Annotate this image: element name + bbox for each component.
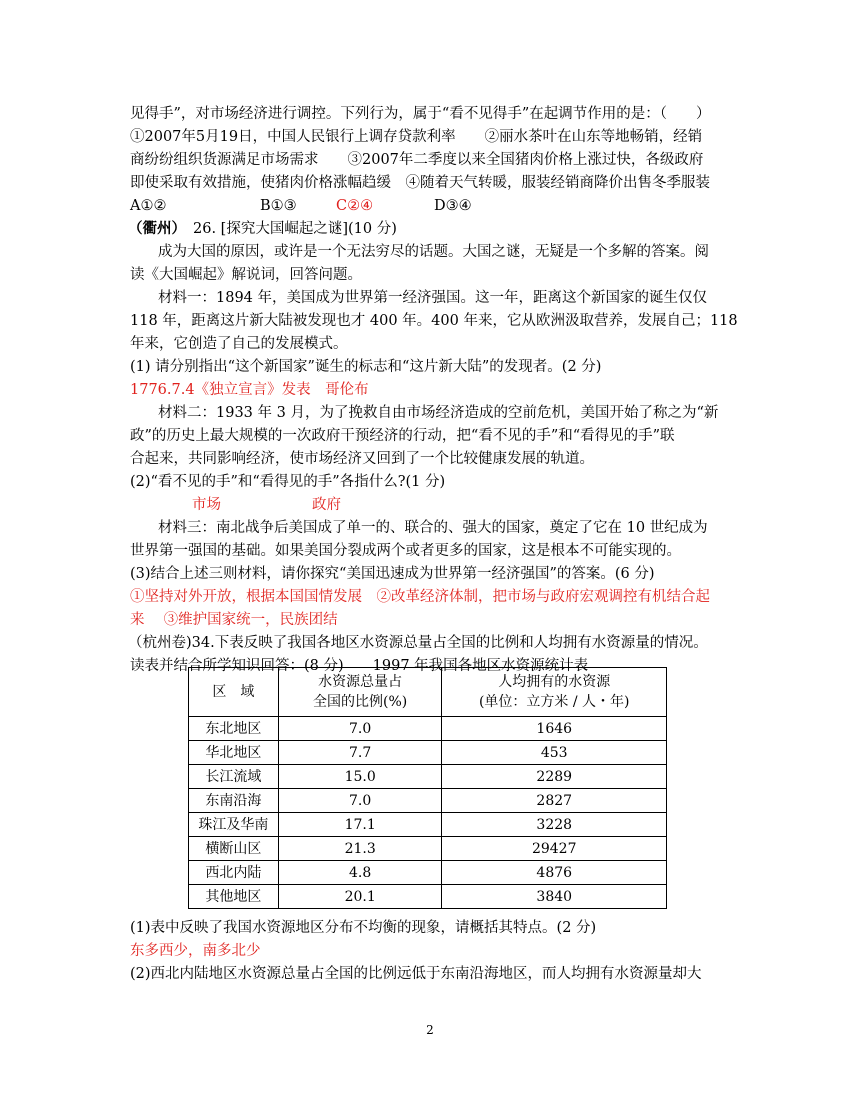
sub-question-3: (3)结合上述三则材料，请你探究“美国迅速成为世界第一经济强国”的答案。(6 分) [130, 566, 655, 582]
table-row [189, 765, 667, 789]
text-line: 年来，它创造了自己的发展模式。 [130, 336, 348, 352]
sub-question-1: (1) 请分别指出“这个新国家”诞生的标志和“这片新大陆”的发现者。(2 分) [130, 359, 602, 375]
table-row [189, 885, 667, 909]
table-cell: 2827 [442, 789, 667, 813]
table-cell: 其他地区 [189, 885, 279, 909]
header-per-capita: 人均拥有的水资源 (单位：立方米 / 人・年) [442, 668, 667, 717]
table-cell: 29427 [442, 837, 667, 861]
text-line: 成为大国的原因，或许是一个无法穷尽的话题。大国之谜，无疑是一个多解的答案。阅 [158, 244, 709, 260]
question-34: （杭州卷)34.下表反映了我国各地区水资源总量占全国的比例和人均拥有水资源量的情况。 [128, 635, 708, 651]
text-line: 118 年，距离这片新大陆被发现也才 400 年。400 年来，它从欧洲汲取营养，发展自己；118 [130, 313, 738, 329]
table-cell: 东南沿海 [189, 789, 279, 813]
table-cell: 4876 [442, 861, 667, 885]
text-line: 世界第一强国的基础。如果美国分裂成两个或者更多的国家，这是根本不可能实现的。 [130, 543, 681, 559]
table-cell: 15.0 [278, 765, 442, 789]
table-cell: 华北地区 [189, 741, 279, 765]
table-cell: 17.1 [278, 813, 442, 837]
table-cell: 3228 [442, 813, 667, 837]
answer-34-1: 东多西少，南多北少 [130, 943, 261, 959]
option-a: A①② [130, 198, 167, 214]
table-cell: 7.7 [278, 741, 442, 765]
table-row [189, 861, 667, 885]
sub-question-2: (2)“看不见的手”和“看得见的手”各指什么?(1 分) [130, 474, 446, 490]
table-cell: 长江流域 [189, 765, 279, 789]
material-two: 材料二：1933 年 3 月，为了挽救自由市场经济造成的空前危机，美国开始了称之为“新 [158, 405, 719, 421]
table-cell: 1646 [442, 717, 667, 741]
table-cell: 2289 [442, 765, 667, 789]
text-line: 见得手”，对市场经济进行调控。下列行为，属于“看不见得手”在起调节作用的是：（ ） [130, 106, 711, 122]
text-line: 政”的历史上最大规模的一次政府干预经济的行动，把“看不见的手”和“看得见的手”联 [130, 428, 675, 444]
table-header-row [189, 668, 667, 717]
table-cell: 西北内陆 [189, 861, 279, 885]
answer-3: ①坚持对外开放，根据本国国情发展 ②改革经济体制，把市场与政府宏观调控有机结合起 [130, 589, 710, 605]
answer-1: 1776.7.4《独立宣言》发表 哥伦布 [130, 382, 369, 398]
table-row [189, 837, 667, 861]
header-share: 水资源总量占 全国的比例(%) [278, 668, 442, 717]
sub-question-34-1: (1)表中反映了我国水资源地区分布不均衡的现象，请概括其特点。(2 分) [130, 920, 597, 936]
sub-question-34-2: (2)西北内陆地区水资源总量占全国的比例远低于东南沿海地区，而人均拥有水资源量却大 [130, 966, 702, 982]
option-b: B①③ [260, 198, 297, 214]
table-cell: 21.3 [278, 837, 442, 861]
table-row [189, 789, 667, 813]
table-cell: 东北地区 [189, 717, 279, 741]
text-line: 即使采取有效措施，使猪肉价格涨幅趋缓 ④随着天气转暖，服装经销商降价出售冬季服装 [130, 175, 710, 191]
table-cell: 453 [442, 741, 667, 765]
option-d: D③④ [434, 198, 472, 214]
table-cell: 4.8 [278, 861, 442, 885]
text-line: 商纷纷组织货源满足市场需求 ③2007年二季度以来全国猪肉价格上涨过快，各级政府 [130, 152, 704, 168]
table-cell: 7.0 [278, 717, 442, 741]
table-row [189, 813, 667, 837]
question-heading: 26. [探究大国崛起之谜](10 分) [193, 221, 397, 237]
answer-3-cont: 来 ③维护国家统一，民族团结 [130, 612, 338, 628]
table-row [189, 717, 667, 741]
text-line: ①2007年5月19日，中国人民银行上调存贷款利率 ②丽水茶叶在山东等地畅销，经销 [130, 129, 703, 145]
table-cell: 横断山区 [189, 837, 279, 861]
table-cell: 7.0 [278, 789, 442, 813]
table-cell: 20.1 [278, 885, 442, 909]
material-three: 材料三：南北战争后美国成了单一的、联合的、强大的国家，奠定了它在 10 世纪成为 [158, 520, 708, 536]
answer-2a: 市场 [192, 497, 221, 513]
source-label: （衢州） [128, 220, 186, 237]
table-row [189, 741, 667, 765]
water-resources-table [188, 667, 667, 909]
material-one: 材料一：1894 年，美国成为世界第一经济强国。这一年，距离这个新国家的诞生仅仅 [158, 290, 708, 306]
page-number: 2 [426, 1023, 434, 1037]
answer-2b: 政府 [312, 497, 341, 513]
table-caption-line: 读表并结合所学知识回答：(8 分) 1997 年我国各地区水资源统计表 [130, 658, 589, 674]
text-line: 合起来，共同影响经济，使市场经济又回到了一个比较健康发展的轨道。 [130, 451, 594, 467]
table-cell: 珠江及华南 [189, 813, 279, 837]
table-cell: 3840 [442, 885, 667, 909]
text-line: 读《大国崛起》解说词，回答问题。 [130, 267, 362, 283]
option-c-answer: C②④ [336, 198, 374, 214]
header-region: 区 域 [189, 668, 279, 717]
